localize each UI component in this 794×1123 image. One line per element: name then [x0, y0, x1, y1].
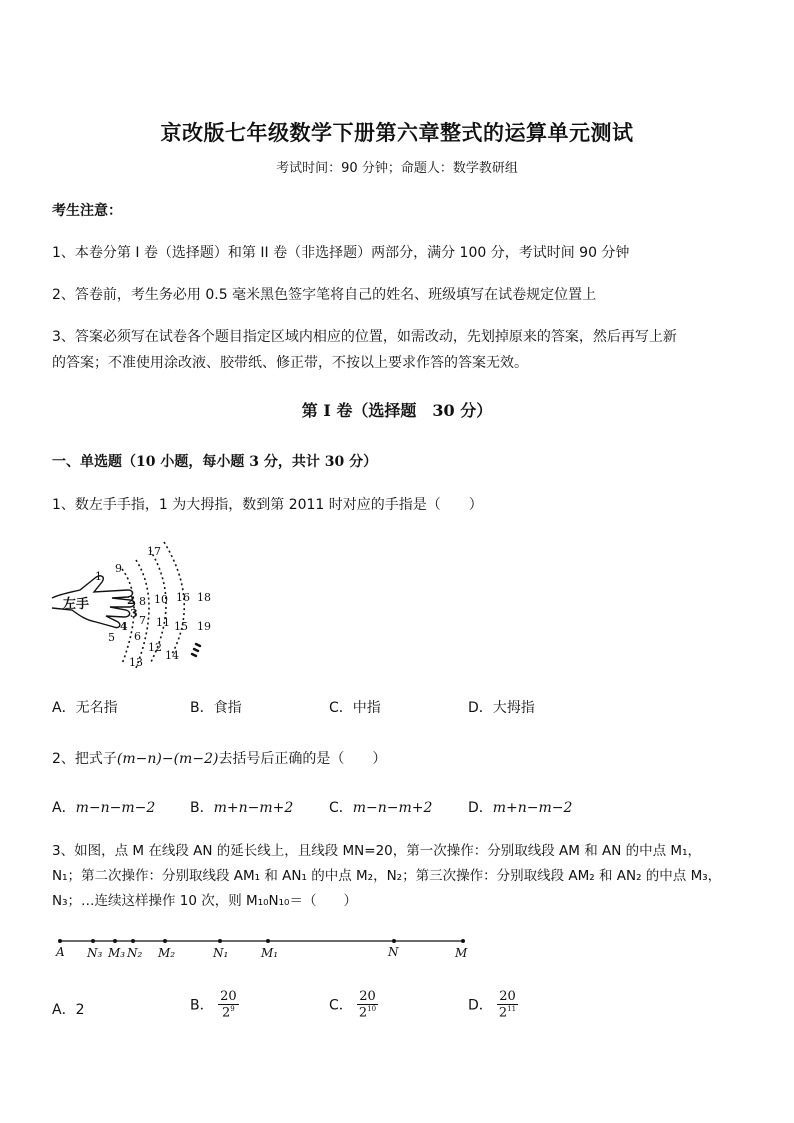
q1-option-b[interactable]: B．食指: [190, 700, 242, 716]
question-3-line-1: 3、如图，点 M 在线段 AN 的延长线上，且线段 MN=20，第一次操作：分别取线段 AM 和 AN 的中点 M₁，: [52, 843, 701, 859]
count-15: 15: [174, 620, 188, 633]
count-18: 18: [197, 591, 211, 604]
q1-option-c[interactable]: C．中指: [329, 700, 381, 716]
count-7: 7: [139, 614, 146, 627]
count-2: 2: [127, 594, 135, 607]
question-3-line-3: N₃；…连续这样操作 10 次，则 M₁₀N₁₀＝（ ）: [52, 893, 357, 909]
option-letter: C．: [329, 800, 353, 816]
q2-expression: (m−n)−(m−2): [116, 751, 219, 767]
q2-option-c[interactable]: [329, 797, 432, 817]
count-19: 19: [197, 620, 211, 633]
option-expression: m+n−m−2: [492, 800, 573, 816]
count-4: 4: [120, 620, 128, 633]
page-title: 京改版七年级数学下册第六章整式的运算单元测试: [160, 120, 634, 145]
fraction: [357, 990, 378, 1019]
count-1: 1: [95, 570, 102, 583]
option-letter: C．: [329, 997, 353, 1014]
q2-suffix: 去括号后正确的是（ ）: [218, 751, 387, 767]
note-3-line-2: 的答案；不准使用涂改液、胶带纸、修正带，不按以上要求作答的答案无效。: [52, 355, 528, 371]
question-1-text: 1、数左手手指，1 为大拇指，数到第 2011 时对应的手指是（ ）: [52, 497, 483, 513]
base: 2: [358, 1005, 368, 1021]
question-2-text: [52, 748, 386, 768]
option-letter: B．: [190, 800, 214, 816]
exam-info: 考试时间：90 分钟；命题人：数学教研组: [276, 161, 518, 176]
count-9: 9: [115, 562, 122, 575]
exponent: 11: [507, 1005, 517, 1013]
q1-option-d[interactable]: D．大拇指: [468, 700, 535, 716]
exponent: 10: [367, 1005, 377, 1013]
count-11: 11: [156, 616, 170, 629]
point-label-n2: N₂: [127, 946, 143, 960]
hand-label: 左手: [63, 597, 90, 612]
q3-option-b[interactable]: [190, 990, 239, 1019]
q1-option-a[interactable]: A．无名指: [52, 700, 118, 716]
point-label-m1: M₁: [261, 946, 279, 960]
count-6: 6: [134, 630, 141, 643]
note-3-line-1: 3、答案必须写在试卷各个题目指定区域内相应的位置，如需改动，先划掉原来的答案，然后再写上新: [52, 329, 677, 345]
q2-option-a[interactable]: [52, 797, 155, 817]
count-5: 5: [108, 631, 115, 644]
base: 2: [498, 1005, 508, 1021]
option-letter: B．: [190, 997, 214, 1014]
section-title: 第 I 卷（选择题 30 分）: [301, 401, 493, 420]
option-expression: m−n−m+2: [352, 800, 433, 816]
fraction-denominator: [497, 1005, 518, 1019]
fraction-denominator: [218, 1005, 239, 1019]
point-label-n: N: [388, 945, 399, 959]
option-letter: D．: [468, 997, 493, 1014]
q2-option-b[interactable]: [190, 797, 293, 817]
count-3: 3: [130, 607, 138, 620]
hand-counting-figure: [50, 536, 225, 671]
count-17: 17: [147, 545, 161, 558]
count-12: 12: [148, 641, 162, 654]
base: 2: [221, 1005, 231, 1021]
count-14: 14: [165, 649, 179, 662]
fraction: [218, 990, 239, 1019]
count-8: 8: [139, 595, 146, 608]
point-label-a: A: [56, 945, 65, 959]
option-expression: m−n−m−2: [75, 800, 156, 816]
fraction-denominator: [357, 1005, 378, 1019]
fraction: [497, 990, 518, 1019]
note-1: 1、本卷分第 I 卷（选择题）和第 II 卷（非选择题）两部分，满分 100 分，考试时间 90 分钟: [52, 245, 630, 261]
q3-option-c[interactable]: [329, 990, 378, 1019]
q2-option-d[interactable]: [468, 797, 572, 817]
note-2: 2、答卷前，考生务必用 0.5 毫米黑色签字笔将自己的姓名、班级填写在试卷规定位置上: [52, 287, 597, 303]
option-letter: D．: [468, 800, 493, 816]
point-label-m2: M₂: [158, 946, 176, 960]
point-label-m3: M₃: [108, 946, 126, 960]
point-label-n3: N₃: [87, 946, 103, 960]
fraction-numerator: 20: [499, 989, 516, 1004]
option-letter: A．: [52, 1002, 76, 1018]
question-3-line-2: N₁；第二次操作：分别取线段 AM₁ 和 AN₁ 的中点 M₂，N₂；第三次操作：分别取线段 AM₂ 和 AN₂ 的中点 M₃，: [52, 868, 722, 884]
q2-prefix: 2、把式子: [52, 751, 117, 767]
segment-figure: [50, 930, 480, 964]
option-letter: A．: [52, 800, 76, 816]
point-label-m: M: [455, 946, 468, 960]
option-value: 2: [75, 1002, 85, 1018]
point-label-n1: N₁: [213, 946, 229, 960]
fraction-numerator: 20: [220, 989, 237, 1004]
count-16: 16: [176, 591, 190, 604]
part-heading: 一、单选题（10 小题，每小题 3 分，共计 30 分）: [52, 454, 378, 470]
q3-option-d[interactable]: [468, 990, 518, 1019]
count-13: 13: [129, 656, 143, 669]
exponent: 9: [230, 1005, 235, 1013]
count-10: 10: [154, 593, 168, 606]
option-expression: m+n−m+2: [213, 800, 294, 816]
notes-heading: 考生注意：: [52, 203, 122, 219]
fraction-numerator: 20: [359, 989, 376, 1004]
q3-option-a[interactable]: [52, 999, 85, 1019]
